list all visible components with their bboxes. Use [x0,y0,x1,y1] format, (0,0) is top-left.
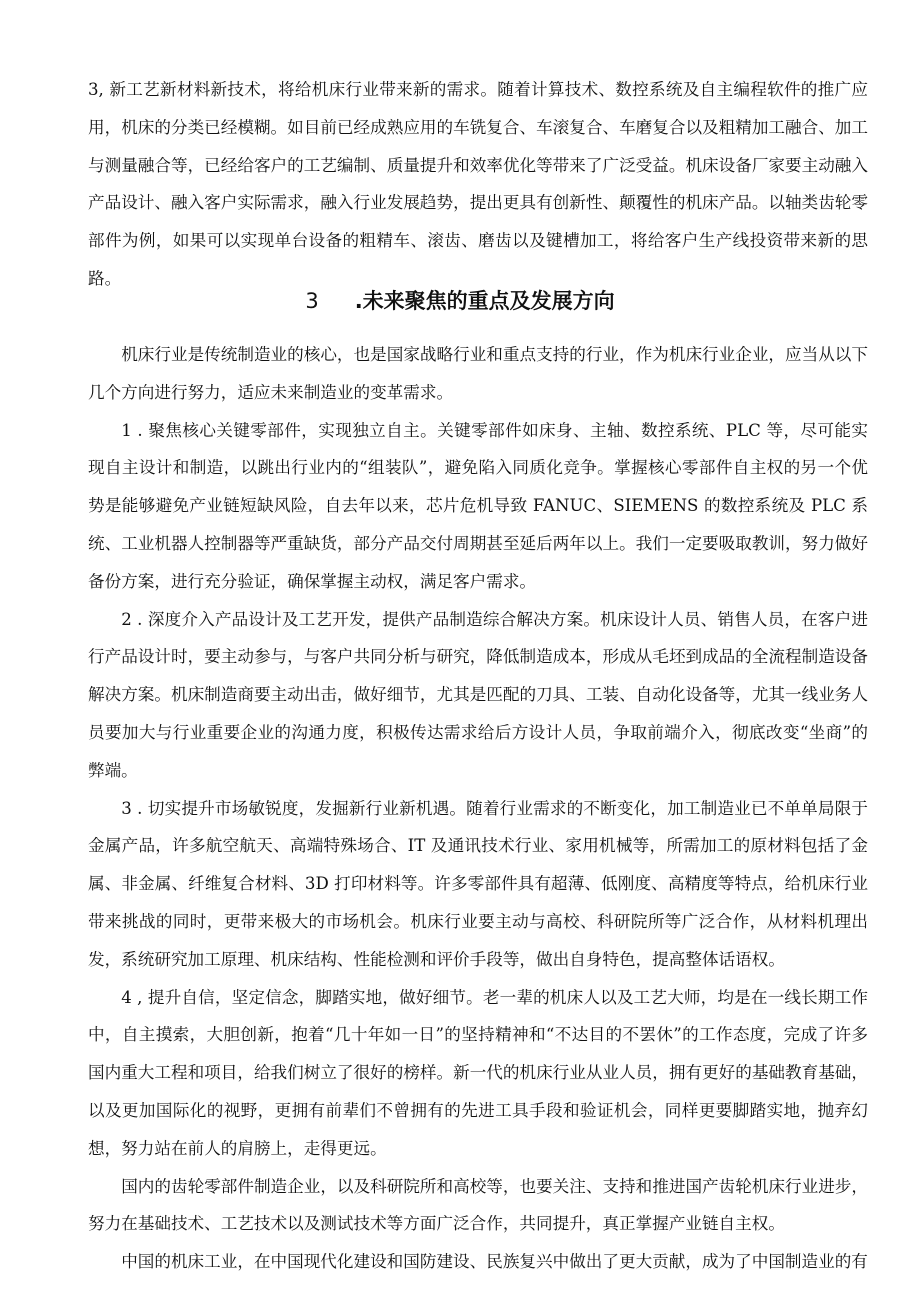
body-paragraph-point-4: 4 , 提升自信，坚定信念，脚踏实地，做好细节。老一辈的机床人以及工艺大师，均是在一线长期工作中，自主摸索，大胆创新，抱着“几十年如一日”的坚持精神和“不达目的不罢休”的工作态度，完成了许多国内重大工程和项目，给我们树立了很好的榜样。新一代的机床行业从业人员，拥有更好的基础教育基础，以及更加国际化的视野，更拥有前辈们不曾拥有的先进工具手段和验证机会，同样更要脚踏实地，抛弃幻想，努力站在前人的肩膀上，走得更远。 [88,987,868,1158]
section-number: 3 [305,289,319,313]
body-paragraph-point-1: 1 . 聚焦核心关键零部件，实现独立自主。关键零部件如床身、主轴、数控系统、PLC 等，尽可能实现自主设计和制造，以跳出行业内的“组装队”，避免陷入同质化竞争。掌握核心零部件自主权的另一个优势是能够避免产业链短缺风险，自去年以来，芯片危机导致 FANUC、SIEMENS 的数控系统及 PLC 系统、工业机器人控制器等严重缺货，部分产品交付周期甚至延后两年以上。我们一定要吸取教训，努力做好备份方案，进行充分验证，确保掌握主动权，满足客户需求。 [88,420,868,591]
intro-paragraph: 3, 新工艺新材料新技术，将给机床行业带来新的需求。随着计算技术、数控系统及自主编程软件的推广应用，机床的分类已经模糊。如目前已经成熟应用的车铣复合、车滚复合、车磨复合以及粗精加工融合、加工与测量融合等，已经给客户的工艺编制、质量提升和效率优化等带来了广泛受益。机床设备厂家要主动融入产品设计、融入客户实际需求，融入行业发展趋势，提出更具有创新性、颠覆性的机床产品。以轴类齿轮零部件为例，如果可以实现单台设备的粗精车、滚齿、磨齿以及键槽加工，将给客户生产线投资带来新的思路。 [88,80,868,288]
section-heading [0,283,920,319]
intro-section [88,71,868,298]
body-section [88,336,868,1281]
body-paragraph-closing: 中国的机床工业，在中国现代化建设和国防建设、民族复兴中做出了更大贡献，成为了中国制造业的有 [121,1252,868,1272]
section-title: .未来聚焦的重点及发展方向 [354,289,615,313]
body-paragraph-intro: 机床行业是传统制造业的核心，也是国家战略行业和重点支持的行业，作为机床行业企业，应当从以下几个方向进行努力，适应未来制造业的变革需求。 [88,345,868,402]
body-paragraph-point-3: 3 . 切实提升市场敏锐度，发掘新行业新机遇。随着行业需求的不断变化，加工制造业已不单单局限于金属产品，许多航空航天、高端特殊场合、IT 及通讯技术行业、家用机械等，所需加工的原材料包括了金属、非金属、纤维复合材料、3D 打印材料等。许多零部件具有超薄、低刚度、高精度等特点，给机床行业带来挑战的同时，更带来极大的市场机会。机床行业要主动与高校、科研院所等广泛合作，从材料机理出发，系统研究加工原理、机床结构、性能检测和评价手段等，做出自身特色，提高整体话语权。 [88,798,868,969]
body-paragraph-point-2: 2 . 深度介入产品设计及工艺开发，提供产品制造综合解决方案。机床设计人员、销售人员，在客户进行产品设计时，要主动参与，与客户共同分析与研究，降低制造成本，形成从毛坯到成品的全流程制造设备解决方案。机床制造商要主动出击，做好细节，尤其是匹配的刀具、工装、自动化设备等，尤其一线业务人员要加大与行业重要企业的沟通力度，积极传达需求给后方设计人员，争取前端介入，彻底改变“坐商”的弊端。 [88,609,868,780]
body-paragraph-domestic: 国内的齿轮零部件制造企业，以及科研院所和高校等，也要关注、支持和推进国产齿轮机床行业进步，努力在基础技术、工艺技术以及测试技术等方面广泛合作，共同提升，真正掌握产业链自主权。 [88,1176,868,1234]
